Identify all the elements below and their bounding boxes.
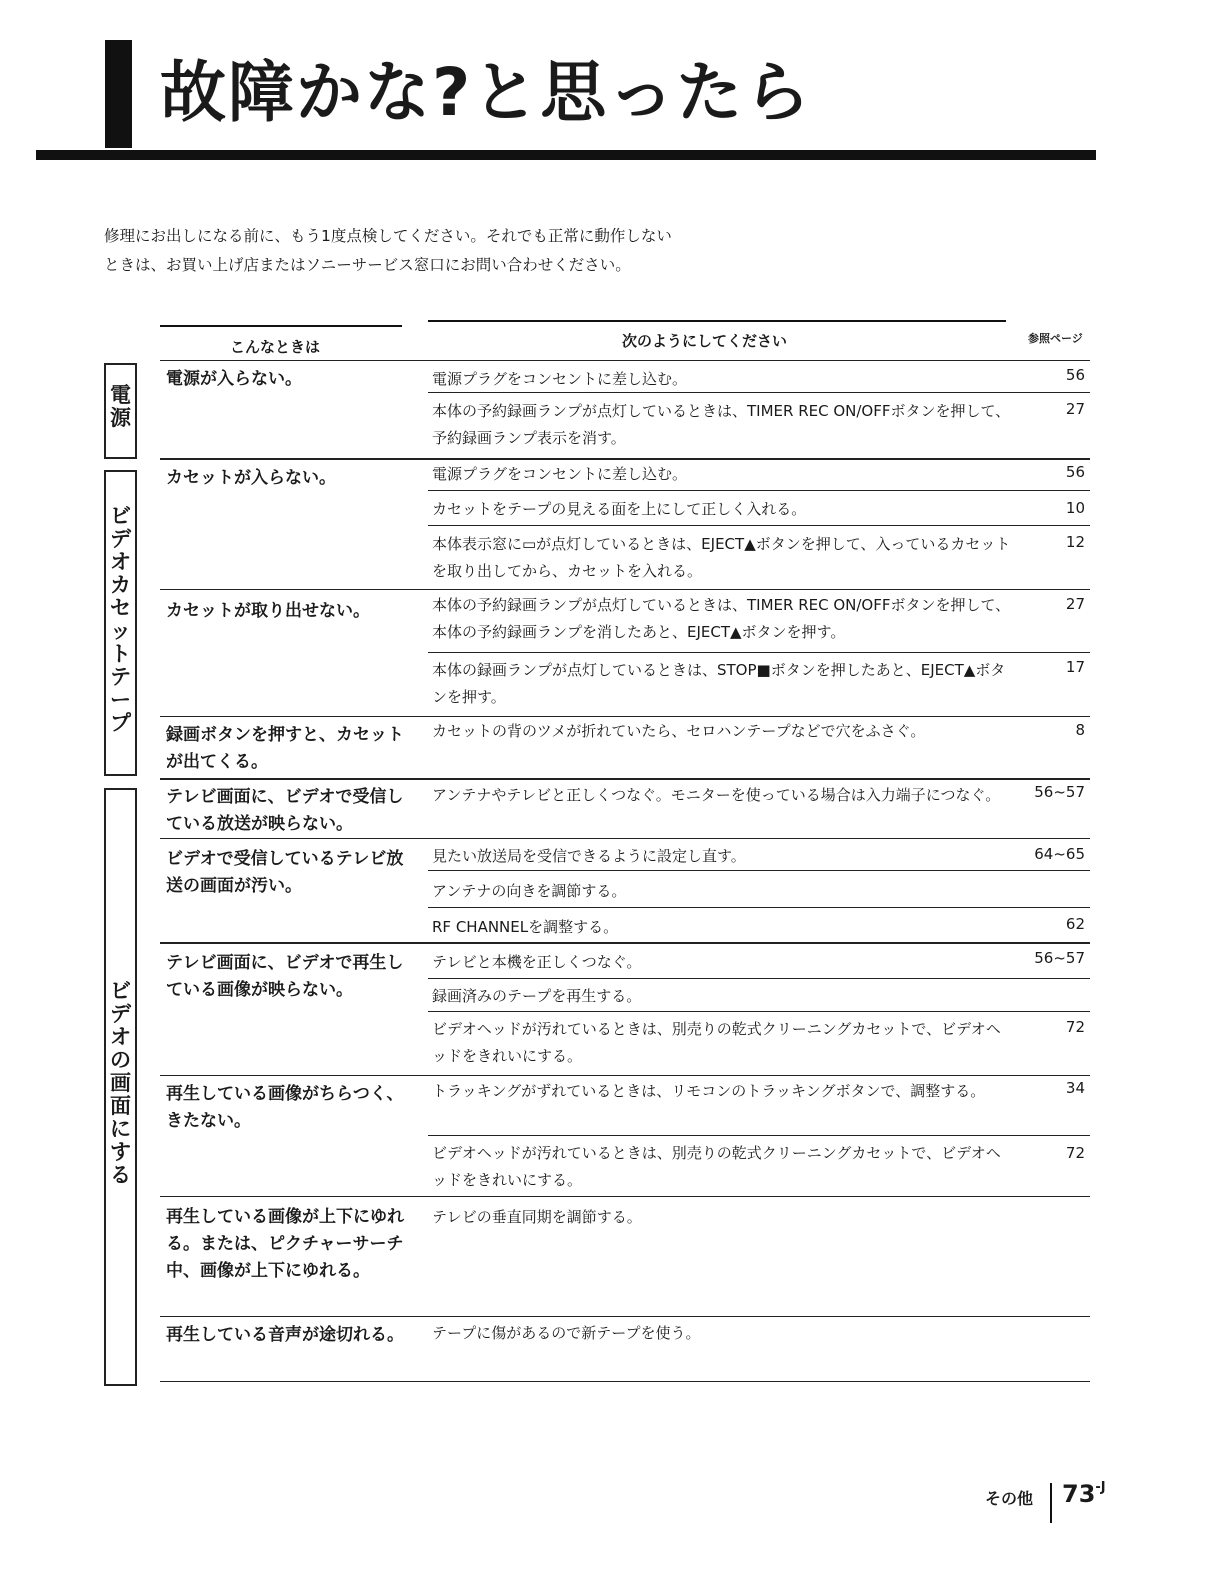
action-cell: 本体の録画ランプが点灯しているときは、STOP■ボタンを押したあと、EJECT▲ボタンを押す。 [432, 661, 1006, 706]
section-char: ビ [110, 979, 131, 1003]
row-divider [160, 778, 1090, 780]
section-char: デ [110, 527, 131, 551]
section-char: ト [110, 642, 131, 666]
row-divider [428, 978, 1090, 979]
row-divider [160, 1075, 1090, 1076]
section-char: カ [110, 573, 131, 597]
action-cell: テレビと本機を正しくつなぐ。 [432, 953, 642, 971]
page-ref: 17 [1065, 658, 1085, 676]
page-ref: 27 [1065, 595, 1085, 613]
page-ref: 72 [1065, 1144, 1085, 1162]
page-ref: 8 [1075, 721, 1085, 739]
action-cell: ビデオヘッドが汚れているときは、別売りの乾式クリーニングカセットで、ビデオヘッドをきれいにする。 [432, 1020, 1001, 1065]
symptom-cell: 録画ボタンを押すと、カセットが出てくる。 [166, 725, 404, 772]
action-cell: 本体の予約録画ランプが点灯しているときは、TIMER REC ON/OFFボタンを押して、予約録画ランプ表示を消す。 [432, 402, 1011, 447]
row-divider [160, 838, 1090, 839]
page-ref: 72 [1065, 1018, 1085, 1036]
action-cell: 録画済みのテープを再生する。 [432, 987, 642, 1005]
row-divider [160, 1196, 1090, 1197]
page-ref: 56 [1065, 463, 1085, 481]
section-char: セ [110, 596, 131, 620]
section-char: す [110, 1140, 131, 1164]
header-action: 次のようにしてください [622, 332, 788, 350]
action-cell: 電源プラグをコンセントに差し込む。 [432, 370, 688, 388]
header-symptom: こんなときは [230, 338, 321, 356]
section-char: る [110, 1163, 131, 1187]
page-ref: 64~65 [1034, 845, 1085, 863]
page-number [1062, 1480, 1106, 1508]
action-cell: 電源プラグをコンセントに差し込む。 [432, 465, 688, 483]
footer-divider [1050, 1483, 1052, 1523]
symptom-cell: 再生している音声が途切れる。 [166, 1325, 404, 1345]
section-char: 面 [110, 1094, 131, 1118]
action-cell: 見たい放送局を受信できるように設定し直す。 [432, 847, 746, 865]
symptom-cell: 再生している画像がちらつく、きたない。 [166, 1084, 404, 1131]
row-divider [428, 1011, 1090, 1012]
row-divider [428, 652, 1090, 653]
page-ref: 12 [1065, 533, 1085, 551]
action-cell: カセットの背のツメが折れていたら、セロハンテープなどで穴をふさぐ。 [432, 722, 926, 740]
row-divider [428, 1135, 1090, 1136]
section-char: テ [110, 665, 131, 689]
symptom-cell: テレビ画面に、ビデオで受信している放送が映らない。 [166, 787, 404, 834]
symptom-cell: カセットが取り出せない。 [166, 601, 370, 621]
symptom-cell: ビデオで受信しているテレビ放送の画面が汚い。 [166, 849, 404, 896]
action-cell: アンテナの向きを調節する。 [432, 882, 627, 900]
row-divider [160, 716, 1090, 717]
section-char: オ [110, 550, 131, 574]
section-char: 電 [110, 383, 131, 407]
symptom-cell: テレビ画面に、ビデオで再生している画像が映らない。 [166, 953, 404, 1000]
intro-paragraph: 修理にお出しになる前に、もう1度点検してください。それでも正常に動作しないときは、お買い上げ店またはソニーサービス窓口にお問い合わせください。 [104, 227, 672, 274]
header-rule-symptom [160, 325, 402, 327]
header-rule-action [428, 320, 1006, 322]
page-title: 故障かな?と思ったら [160, 54, 813, 131]
row-divider [428, 525, 1090, 526]
page-ref: 34 [1065, 1079, 1085, 1097]
row-divider [160, 589, 1090, 590]
row-divider [160, 942, 1090, 944]
page-number-suffix: -J [1095, 1480, 1106, 1495]
page-ref: 10 [1065, 499, 1085, 517]
section-char: オ [110, 1025, 131, 1049]
action-cell: テープに傷があるので新テープを使う。 [432, 1324, 701, 1342]
symptom-cell: カセットが入らない。 [166, 468, 336, 488]
section-char: 源 [110, 406, 131, 430]
page-ref: 62 [1065, 915, 1085, 933]
symptom-cell: 電源が入らない。 [166, 369, 302, 389]
row-divider [160, 458, 1090, 460]
row-divider [160, 1316, 1090, 1317]
section-char: プ [110, 711, 131, 735]
section-char: ビ [110, 504, 131, 528]
section-char: 画 [110, 1071, 131, 1095]
section-char: ッ [110, 619, 131, 643]
section-char: デ [110, 1002, 131, 1026]
page-ref: 56~57 [1034, 783, 1085, 801]
section-label-video-screen [104, 980, 137, 1187]
row-divider [160, 360, 1090, 361]
title-underline [36, 150, 1096, 160]
title-marker-bar [105, 40, 132, 148]
symptom-cell: 再生している画像が上下にゆれる。または、ピクチャーサーチ中、画像が上下にゆれる。 [166, 1207, 404, 1281]
section-label-power [104, 384, 137, 430]
action-cell: 本体表示窓に▭が点灯しているときは、EJECT▲ボタンを押して、入っているカセットを取り出してから、カセットを入れる。 [432, 535, 1011, 580]
page-ref: 56~57 [1034, 949, 1085, 967]
section-char: ー [110, 688, 131, 712]
action-cell: 本体の予約録画ランプが点灯しているときは、TIMER REC ON/OFFボタンを押して、本体の予約録画ランプを消したあと、EJECT▲ボタンを押す。 [432, 596, 1011, 641]
row-divider [428, 490, 1090, 491]
header-page: 参照ページ [1028, 332, 1083, 345]
row-divider [160, 1381, 1090, 1382]
footer-section-label: その他 [985, 1489, 1034, 1508]
section-char: に [110, 1117, 131, 1141]
action-cell: カセットをテープの見える面を上にして正しく入れる。 [432, 500, 807, 518]
row-divider [428, 870, 1090, 871]
section-label-cassette [104, 505, 137, 735]
action-cell: RF CHANNELを調整する。 [432, 918, 619, 936]
section-char: の [110, 1048, 131, 1072]
row-divider [428, 392, 1090, 393]
action-cell: アンテナやテレビと正しくつなぐ。モニターを使っている場合は入力端子につなぐ。 [432, 786, 1001, 804]
page-ref: 56 [1065, 366, 1085, 384]
page-number-value: 73 [1062, 1480, 1096, 1508]
action-cell: ビデオヘッドが汚れているときは、別売りの乾式クリーニングカセットで、ビデオヘッドをきれいにする。 [432, 1144, 1001, 1189]
row-divider [428, 907, 1090, 908]
action-cell: トラッキングがずれているときは、リモコンのトラッキングボタンで、調整する。 [432, 1082, 986, 1100]
page-ref: 27 [1065, 400, 1085, 418]
action-cell: テレビの垂直同期を調節する。 [432, 1208, 642, 1226]
